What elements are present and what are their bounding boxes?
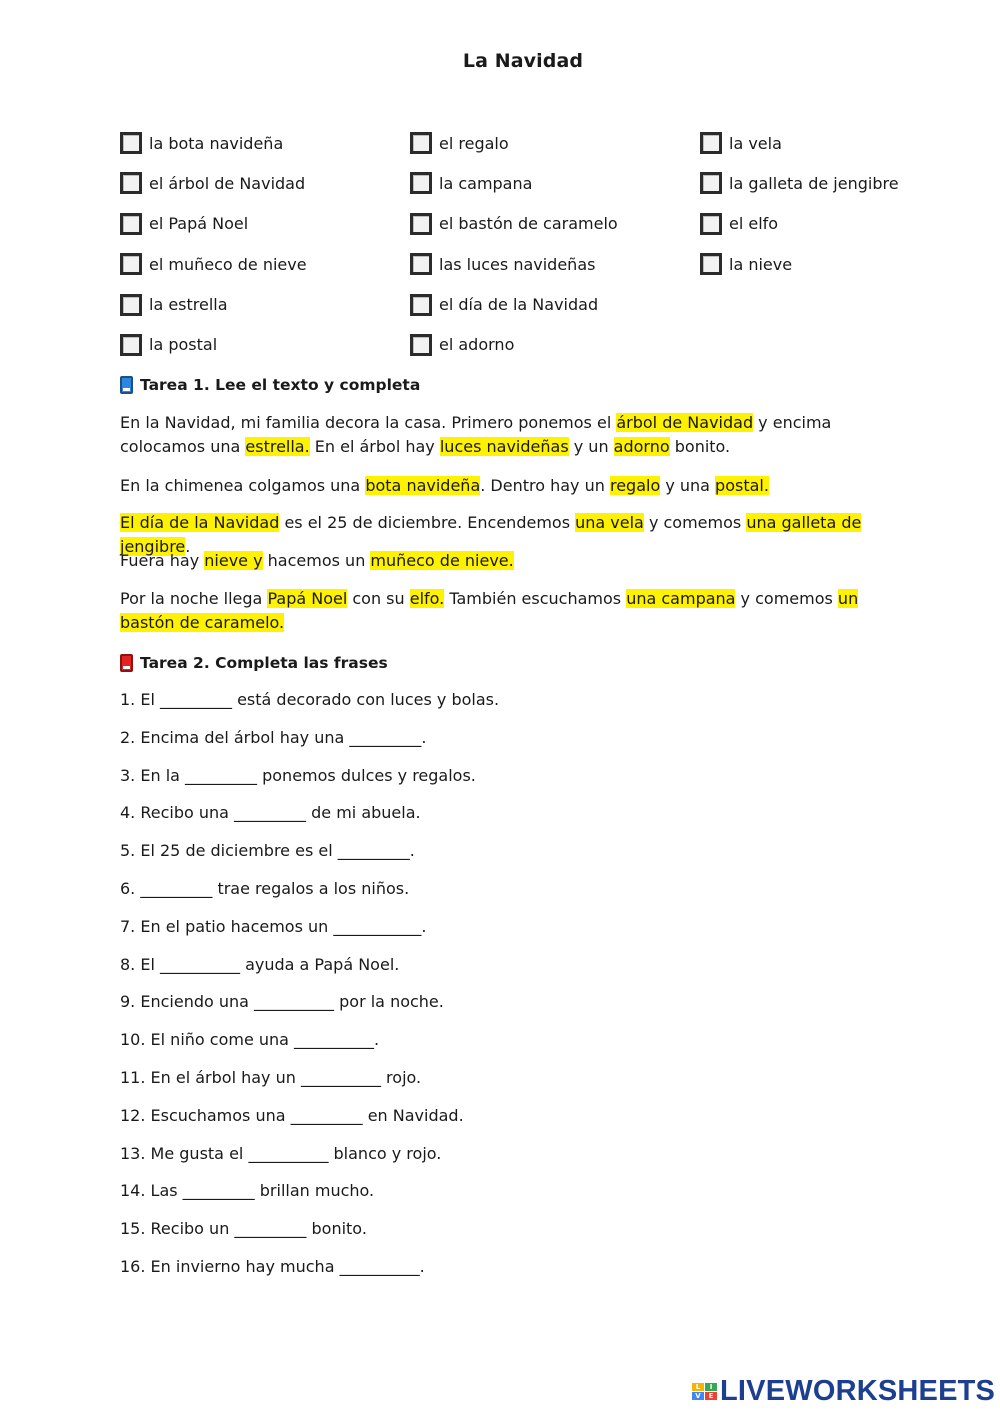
vocab-label: la galleta de jengibre xyxy=(729,173,899,193)
liveworksheets-logo-icon xyxy=(692,1383,717,1400)
vocab-checkbox[interactable] xyxy=(120,172,142,194)
vocab-checkbox[interactable] xyxy=(410,294,432,316)
highlighted-answer: una campana xyxy=(626,589,736,608)
vocab-item[interactable] xyxy=(410,130,700,156)
fill-in-sentence[interactable]: 14. Las _________ brillan mucho. xyxy=(120,1181,375,1201)
logo-letter-tile: E xyxy=(705,1392,717,1400)
vocab-item[interactable] xyxy=(120,292,410,318)
task1-paragraph xyxy=(120,474,910,498)
paragraph-text: hacemos un xyxy=(262,551,371,570)
vocab-checkbox[interactable] xyxy=(410,253,432,275)
highlighted-answer: nieve y xyxy=(204,551,263,570)
vocab-label: la estrella xyxy=(149,295,228,315)
vocab-item[interactable] xyxy=(120,130,410,156)
vocab-item[interactable] xyxy=(120,211,410,237)
paragraph-text: Por la noche llega xyxy=(120,589,268,608)
vocab-label: el muñeco de nieve xyxy=(149,254,307,274)
vocab-checkbox[interactable] xyxy=(120,334,142,356)
vocab-label: las luces navideñas xyxy=(439,254,596,274)
fill-in-sentence[interactable]: 11. En el árbol hay un __________ rojo. xyxy=(120,1068,422,1087)
logo-letter-tile: V xyxy=(692,1392,704,1400)
paragraph-text: bonito. xyxy=(669,437,731,456)
vocab-item[interactable] xyxy=(410,332,700,358)
paragraph-text: En la Navidad, mi familia decora la casa. Primero ponemos el xyxy=(120,413,617,432)
fill-in-sentence[interactable]: 15. Recibo un _________ bonito. xyxy=(120,1219,367,1239)
paragraph-text: . Dentro hay un xyxy=(480,476,610,495)
fill-in-sentence[interactable]: 1. El _________ está decorado con luces y bolas. xyxy=(120,690,500,709)
logo-letter-tile: I xyxy=(705,1383,717,1391)
paragraph-text: En el árbol hay xyxy=(309,437,440,456)
fill-in-sentence[interactable]: 12. Escuchamos una _________ en Navidad. xyxy=(120,1105,464,1125)
highlighted-answer: muñeco de nieve. xyxy=(370,551,514,570)
highlighted-answer: luces navideñas xyxy=(439,437,569,456)
task1-paragraph xyxy=(120,587,910,635)
vocab-label: el bastón de caramelo xyxy=(439,214,618,234)
highlighted-answer: un bastón de caramelo. xyxy=(120,589,859,632)
vocab-item[interactable] xyxy=(700,170,940,196)
fill-in-sentence[interactable]: 5. El 25 de diciembre es el _________. xyxy=(120,841,415,861)
paragraph-text: y encima colocamos una xyxy=(120,413,832,456)
highlighted-answer: regalo xyxy=(609,476,661,495)
fill-in-sentence[interactable]: 16. En invierno hay mucha __________. xyxy=(120,1257,425,1276)
vocab-checkbox[interactable] xyxy=(120,294,142,316)
paragraph-text: es el 25 de diciembre. Encendemos xyxy=(279,513,576,532)
vocab-checkbox[interactable] xyxy=(410,334,432,356)
vocab-label: la vela xyxy=(729,133,782,153)
vocab-checkbox[interactable] xyxy=(700,253,722,275)
vocab-label: el adorno xyxy=(439,335,515,355)
fill-in-sentence[interactable]: 3. En la _________ ponemos dulces y regalos. xyxy=(120,765,476,785)
brand-footer[interactable] xyxy=(692,1375,995,1408)
highlighted-answer: árbol de Navidad xyxy=(616,413,754,432)
vocabulary-checklist xyxy=(120,130,940,372)
vocab-checkbox[interactable] xyxy=(120,132,142,154)
vocab-item[interactable] xyxy=(410,251,700,277)
vocab-item[interactable] xyxy=(700,211,940,237)
paragraph-text: con su xyxy=(347,589,410,608)
task1-heading-text: Tarea 1. Lee el texto y completa xyxy=(140,376,421,394)
vocab-label: el elfo xyxy=(729,214,779,234)
paragraph-text: y comemos xyxy=(643,513,747,532)
vocab-label: el Papá Noel xyxy=(149,214,249,234)
logo-letter-tile: L xyxy=(692,1383,704,1391)
highlighted-answer: postal. xyxy=(715,476,769,495)
vocab-label: la nieve xyxy=(729,254,793,274)
vocab-checkbox[interactable] xyxy=(410,213,432,235)
vocab-checkbox[interactable] xyxy=(700,132,722,154)
highlighted-answer: Papá Noel xyxy=(267,589,348,608)
vocab-label: la campana xyxy=(439,173,533,193)
paragraph-text: . xyxy=(185,537,191,556)
vocab-label: la postal xyxy=(149,335,218,355)
vocab-checkbox[interactable] xyxy=(120,253,142,275)
task1-heading xyxy=(120,376,420,394)
task2-heading-text: Tarea 2. Completa las frases xyxy=(140,654,388,672)
blue-book-icon xyxy=(120,376,133,394)
vocab-empty-cell xyxy=(700,292,940,318)
vocab-item[interactable] xyxy=(410,292,700,318)
fill-in-sentence[interactable]: 7. En el patio hacemos un ___________. xyxy=(120,916,427,936)
paragraph-text: Fuera hay xyxy=(120,551,205,570)
vocab-checkbox[interactable] xyxy=(700,213,722,235)
vocab-empty-cell xyxy=(700,332,940,358)
fill-in-sentence[interactable]: 4. Recibo una _________ de mi abuela. xyxy=(120,803,421,823)
highlighted-answer: una galleta de jengibre xyxy=(120,513,862,556)
vocab-label: la bota navideña xyxy=(149,133,284,153)
fill-in-sentence[interactable]: 13. Me gusta el __________ blanco y rojo. xyxy=(120,1143,442,1163)
vocab-label: el regalo xyxy=(439,133,509,153)
vocab-checkbox[interactable] xyxy=(120,213,142,235)
vocab-label: el árbol de Navidad xyxy=(149,173,306,193)
vocab-item[interactable] xyxy=(120,170,410,196)
red-book-icon xyxy=(120,654,133,672)
highlighted-answer: una vela xyxy=(575,513,644,532)
vocab-label: el día de la Navidad xyxy=(439,295,599,315)
fill-in-sentence[interactable]: 9. Enciendo una __________ por la noche. xyxy=(120,992,444,1012)
vocab-item[interactable] xyxy=(410,211,700,237)
paragraph-text: También escuchamos xyxy=(444,589,627,608)
vocab-item[interactable] xyxy=(700,130,940,156)
task2-heading xyxy=(120,654,388,672)
task1-paragraph xyxy=(120,411,910,459)
vocab-checkbox[interactable] xyxy=(410,132,432,154)
task1-paragraph xyxy=(120,549,910,573)
highlighted-answer: elfo. xyxy=(409,589,445,608)
vocab-item[interactable] xyxy=(120,332,410,358)
vocab-item[interactable] xyxy=(700,251,940,277)
highlighted-answer: bota navideña xyxy=(365,476,481,495)
paragraph-text: y un xyxy=(568,437,614,456)
fill-in-sentence[interactable]: 10. El niño come una __________. xyxy=(120,1030,380,1050)
vocab-checkbox[interactable] xyxy=(700,172,722,194)
vocab-checkbox[interactable] xyxy=(410,172,432,194)
paragraph-text: y comemos xyxy=(735,589,838,608)
fill-in-sentence[interactable]: 6. _________ trae regalos a los niños. xyxy=(120,879,410,898)
fill-in-sentence[interactable]: 2. Encima del árbol hay una _________. xyxy=(120,727,427,747)
highlighted-answer: adorno xyxy=(613,437,670,456)
vocab-item[interactable] xyxy=(410,170,700,196)
brand-name: LIVEWORKSHEETS xyxy=(720,1375,996,1407)
highlighted-answer: El día de la Navidad xyxy=(120,513,280,532)
highlighted-answer: estrella. xyxy=(245,437,310,456)
page-title: La Navidad xyxy=(462,50,584,72)
paragraph-text: En la chimenea colgamos una xyxy=(120,476,366,495)
fill-in-sentence[interactable]: 8. El __________ ayuda a Papá Noel. xyxy=(120,954,400,974)
vocab-item[interactable] xyxy=(120,251,410,277)
paragraph-text: y una xyxy=(660,476,716,495)
